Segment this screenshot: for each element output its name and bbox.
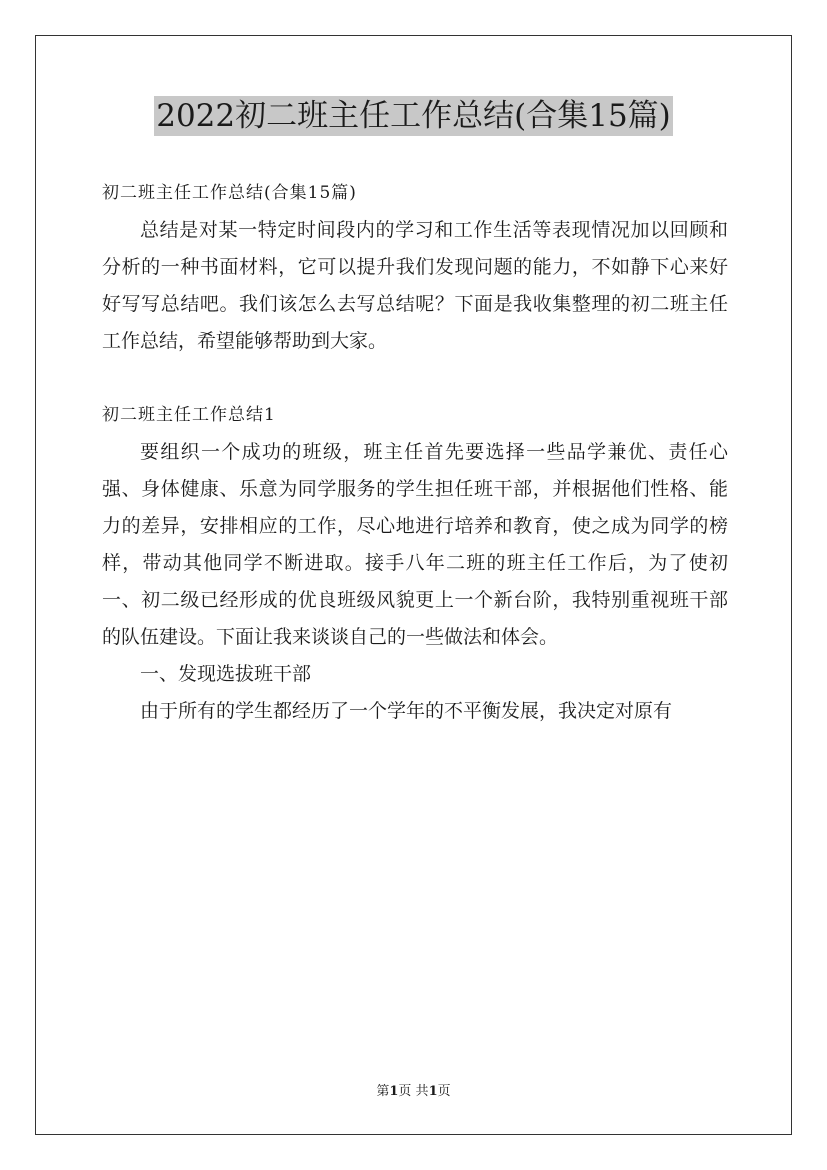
body-paragraph-2: 由于所有的学生都经历了一个学年的不平衡发展，我决定对原有 bbox=[140, 700, 673, 722]
footer-prefix: 第 bbox=[376, 1084, 390, 1099]
page-footer bbox=[0, 1083, 827, 1101]
point-heading: 一、发现选拔班干部 bbox=[140, 663, 312, 685]
body-paragraph: 要组织一个成功的班级，班主任首先要选择一些品学兼优、责任心强、身体健康、乐意为同学服务的学生担任班干部，并根据他们性格、能力的差异，安排相应的工作，尽心地进行培养和教育，使之成为同学的榜样，带动其他同学不断进取。接手八年二班的班主任工作后，为了使初一、初二级已经形成的优良班级风貌更上一个新台阶，我特别重视班干部的队伍建设。下面让我来谈谈自己的一些做法和体会。 bbox=[102, 441, 728, 648]
footer-mid: 页 共 bbox=[398, 1084, 429, 1099]
document-subtitle: 初二班主任工作总结(合集15篇) bbox=[102, 183, 357, 203]
footer-suffix: 页 bbox=[437, 1084, 451, 1099]
footer-total-pages: 1 bbox=[428, 1084, 438, 1099]
section-heading: 初二班主任工作总结1 bbox=[102, 405, 276, 425]
title-text: 2022初二班主任工作总结(合集15篇) bbox=[156, 98, 671, 134]
intro-paragraph: 总结是对某一特定时间段内的学习和工作生活等表现情况加以回顾和分析的一种书面材料，它可以提升我们发现问题的能力，不如静下心来好好写写总结吧。我们该怎么去写总结呢？下面是我收集整理的初二班主任工作总结，希望能够帮助到大家。 bbox=[102, 219, 728, 352]
footer-page-number: 1 bbox=[389, 1084, 399, 1099]
paragraph-spacer bbox=[102, 360, 728, 397]
document-title bbox=[0, 96, 827, 136]
document-body bbox=[102, 175, 728, 730]
